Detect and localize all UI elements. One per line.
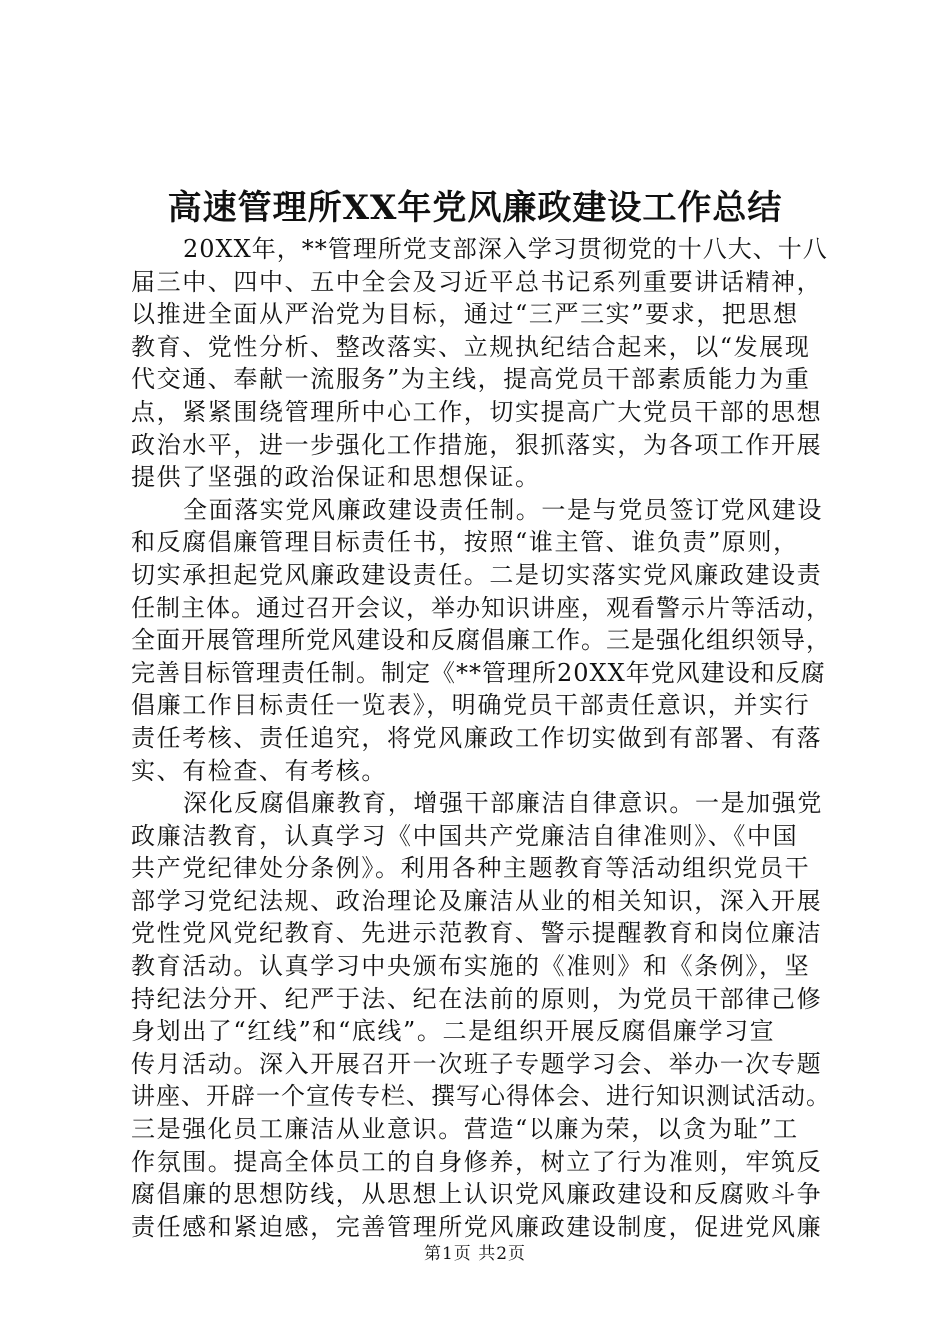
- paragraph-2: [131, 494, 831, 787]
- text-line: 届三中、四中、五中全会及习近平总书记系列重要讲话精神，: [131, 267, 823, 296]
- paragraph-1: [131, 233, 831, 494]
- text-line: 切实承担起党风廉政建设责任。二是切实落实党风廉政建设责: [131, 560, 823, 589]
- text-line: 腐倡廉的思想防线，从思想上认识党风廉政建设和反腐败斗争: [131, 1180, 823, 1209]
- text-line: 党性党风党纪教育、先进示范教育、警示提醒教育和岗位廉洁: [131, 919, 823, 948]
- text-line: 点，紧紧围绕管理所中心工作，切实提高广大党员干部的思想: [131, 397, 823, 426]
- text-line: 和反腐倡廉管理目标责任书，按照“谁主管、谁负责”原则，: [131, 528, 799, 557]
- text-line: 责任考核、责任追究，将党风廉政工作切实做到有部署、有落: [131, 723, 823, 752]
- text-line: 以推进全面从严治党为目标，通过“三严三实”要求，把思想: [131, 300, 799, 329]
- text-line: 持纪法分开、纪严于法、纪在法前的原则，为党员干部律己修: [131, 984, 823, 1013]
- text-line: 全面开展管理所党风建设和反腐倡廉工作。三是强化组织领导，: [131, 626, 831, 655]
- text-line: 代交通、奉献一流服务”为主线，提高党员干部素质能力为重: [131, 365, 811, 394]
- text-line: 责任感和紧迫感，完善管理所党风廉政建设制度，促进党风廉: [131, 1212, 823, 1241]
- text-line: 教育活动。认真学习中央颁布实施的《准则》和《条例》，坚: [131, 952, 811, 981]
- document-title: 高速管理所XX年党风廉政建设工作总结: [167, 188, 783, 228]
- text-line: 完善目标管理责任制。制定《**管理所20XX年党风建设和反腐: [131, 658, 826, 687]
- text-line: 提供了坚强的政治保证和思想保证。: [131, 463, 541, 492]
- text-line: 全面落实党风廉政建设责任制。一是与党员签订党风建设: [183, 495, 823, 524]
- text-line: 实、有检查、有考核。: [131, 756, 387, 785]
- text-line: 三是强化员工廉洁从业意识。营造“以廉为荣，以贪为耻”工: [131, 1115, 799, 1144]
- text-line: 倡廉工作目标责任一览表》，明确党员干部责任意识，并实行: [131, 691, 811, 720]
- text-line: 深化反腐倡廉教育，增强干部廉洁自律意识。一是加强党: [183, 789, 823, 818]
- text-line: 政治水平，进一步强化工作措施，狠抓落实，为各项工作开展: [131, 430, 823, 459]
- document-body: [131, 233, 831, 1243]
- text-line: 部学习党纪法规、政治理论及廉洁从业的相关知识，深入开展: [131, 886, 823, 915]
- text-line: 政廉洁教育，认真学习《中国共产党廉洁自律准则》、《中国: [131, 821, 799, 850]
- text-line: 任制主体。通过召开会议，举办知识讲座，观看警示片等活动，: [131, 593, 831, 622]
- text-line: 传月活动。深入开展召开一次班子专题学习会、举办一次专题: [131, 1049, 823, 1078]
- page-number-footer: 第1页 共2页: [423, 1244, 527, 1264]
- text-line: 作氛围。提高全体员工的自身修养，树立了行为准则，牢筑反: [131, 1147, 823, 1176]
- text-line: 身划出了“红线”和“底线”。二是组织开展反腐倡廉学习宣: [131, 1017, 776, 1046]
- text-line: 20XX年，**管理所党支部深入学习贯彻党的十八大、十八: [183, 235, 828, 263]
- paragraph-3: [131, 787, 831, 1243]
- text-line: 讲座、开辟一个宣传专栏、撰写心得体会、进行知识测试活动。: [131, 1082, 831, 1111]
- text-line: 教育、党性分析、整改落实、立规执纪结合起来，以“发展现: [131, 332, 811, 361]
- text-line: 共产党纪律处分条例》。利用各种主题教育等活动组织党员干: [131, 854, 811, 883]
